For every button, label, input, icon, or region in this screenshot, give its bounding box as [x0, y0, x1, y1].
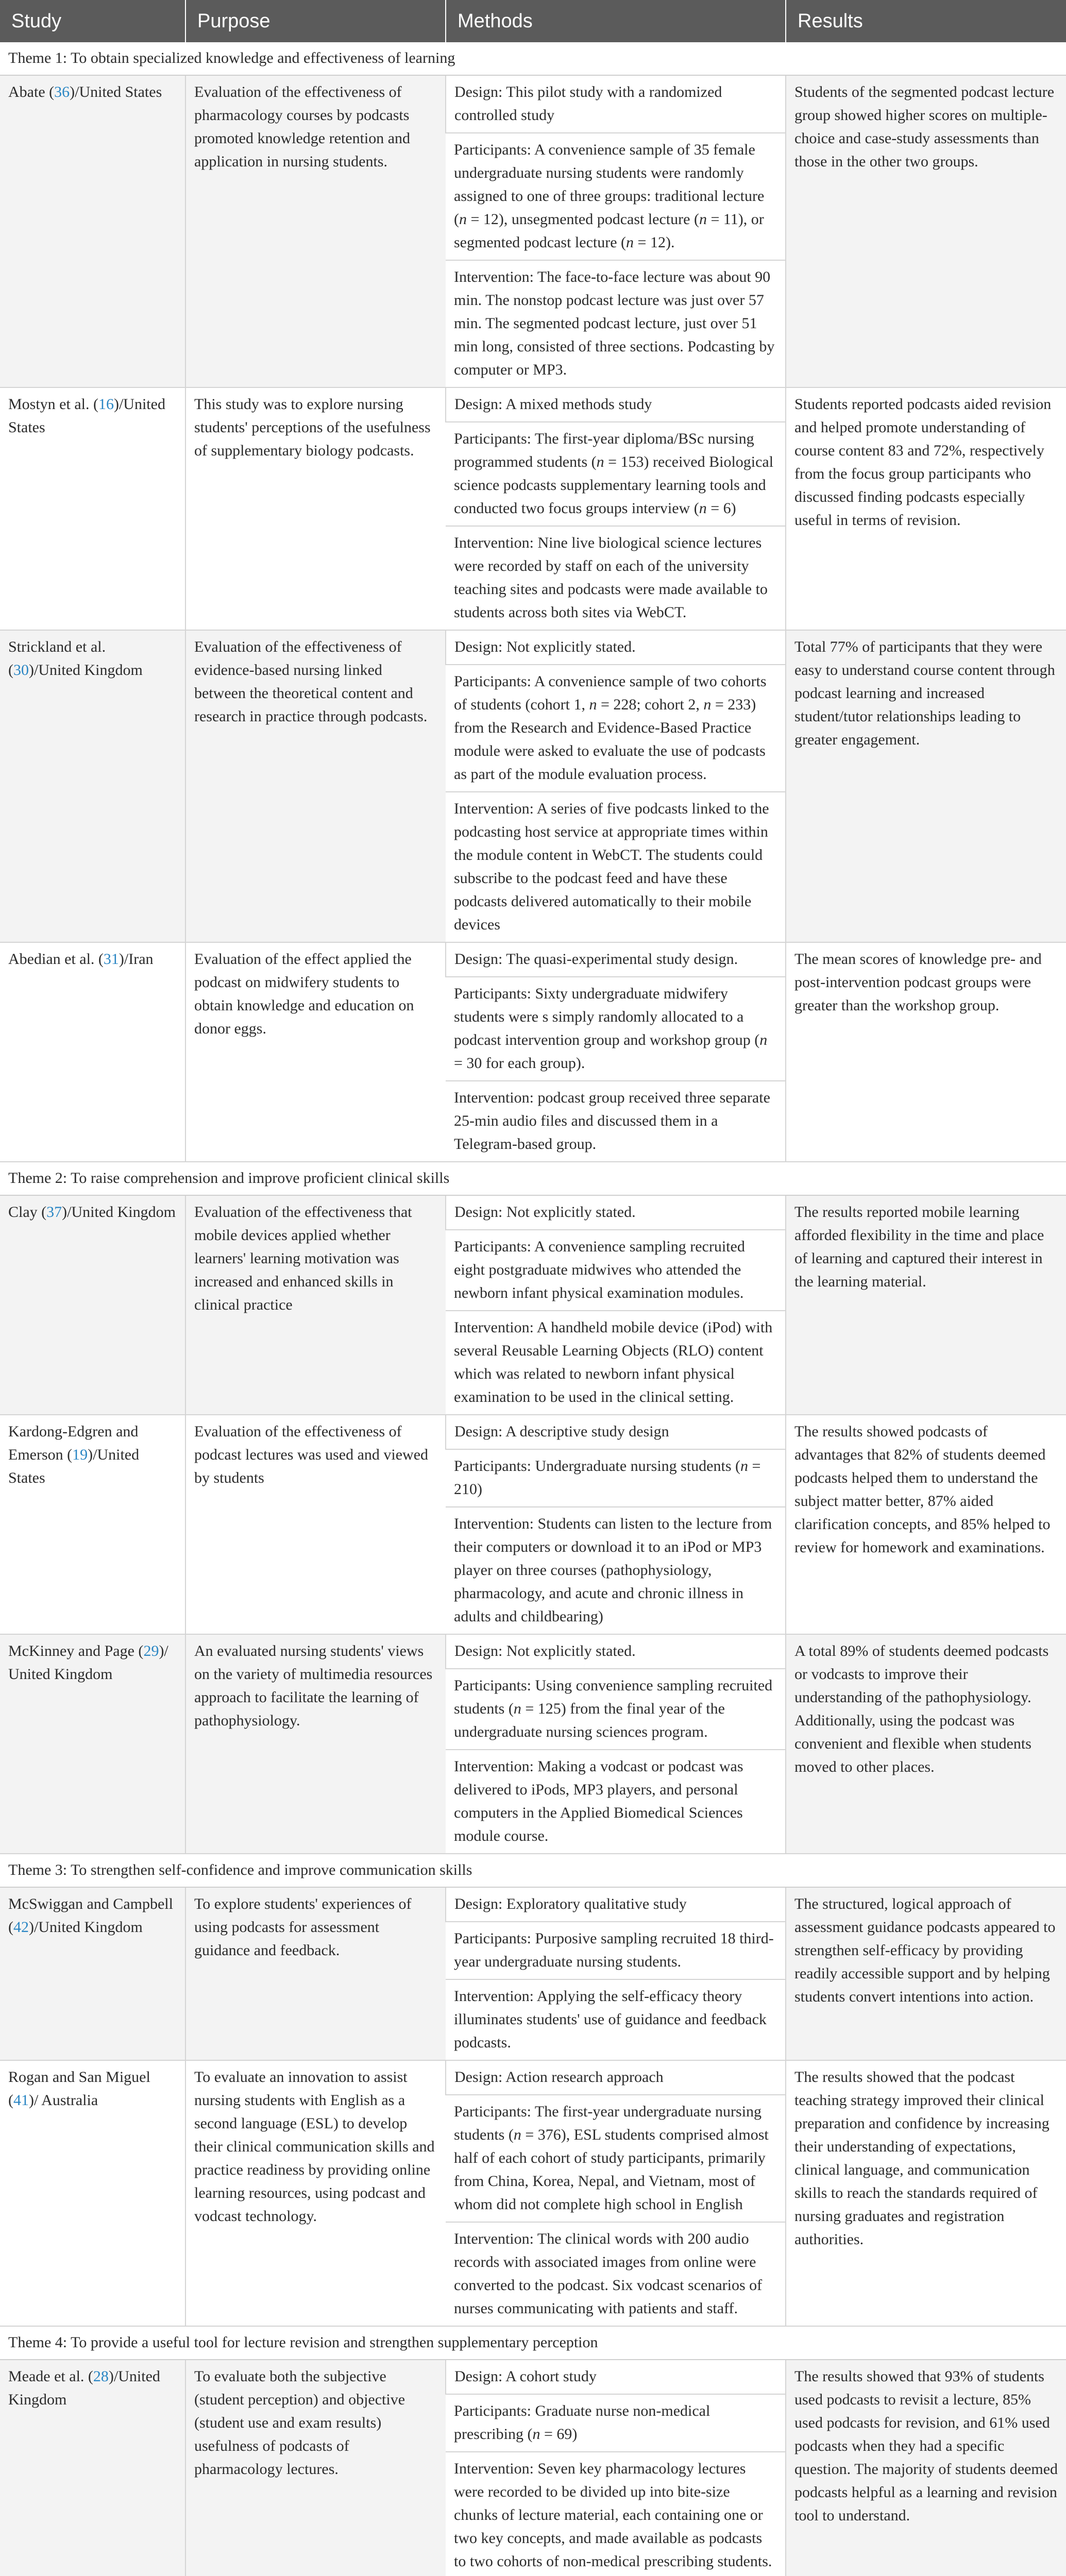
participants-cell: Participants: A convenience sample of two cohorts of students (cohort 1, n = 228; cohort 2, n = 233) from the Research and Evidence-Based Practice module were asked to evaluate the use of podcasts as part of the module evaluation process.	[446, 665, 786, 792]
design-cell: Design: This pilot study with a randomized controlled study	[446, 75, 786, 133]
results-cell: The results showed that 93% of students used podcasts to revisit a lecture, 85% used podcasts for revision, and 61% used podcasts when they had a specific question. The majority of students deemed podcasts helpful as a learning and revision tool to understand.	[786, 2360, 1066, 2576]
purpose-cell: To evaluate both the subjective (student perception) and objective (student use and exam results) usefulness of podcasts of pharmacology lectures.	[185, 2360, 446, 2576]
results-cell: A total 89% of students deemed podcasts or vodcasts to improve their understanding of the pathophysiology. Additionally, using the podcast was convenient and flexible when students moved to other places.	[786, 1634, 1066, 1854]
reference-link[interactable]: 37	[46, 1204, 62, 1221]
study-cell: Abedian et al. (31)/Iran	[0, 942, 185, 1162]
results-cell: The results showed that the podcast teaching strategy improved their clinical preparation and confidence by increasing their understanding of expectations, clinical language, and communication skills to reach the standards required of nursing graduates and registration authorities.	[786, 2060, 1066, 2326]
design-cell: Design: A descriptive study design	[446, 1415, 786, 1449]
results-cell: The mean scores of knowledge pre- and post-intervention podcast groups were greater than the workshop group.	[786, 942, 1066, 1162]
purpose-cell: To evaluate an innovation to assist nursing students with English as a second language (ESL) to develop their clinical communication skills and practice readiness by providing online learning resources, using podcast and vodcast technology.	[185, 2060, 446, 2326]
purpose-cell: An evaluated nursing students' views on the variety of multimedia resources approach to facilitate the learning of pathophysiology.	[185, 1634, 446, 1854]
design-cell: Design: Not explicitly stated.	[446, 1195, 786, 1230]
intervention-cell: Intervention: podcast group received three separate 25-min audio files and discussed them in a Telegram-based group.	[446, 1081, 786, 1162]
intervention-cell: Intervention: Seven key pharmacology lectures were recorded to be divided up into bite-size chunks of lecture material, each containing one or two key concepts, and made available as podcasts to two cohorts of non-medical prescribing students.	[446, 2452, 786, 2576]
design-cell: Design: The quasi-experimental study design.	[446, 942, 786, 977]
participants-cell: Participants: The first-year undergraduate nursing students (n = 376), ESL students comprised almost half of each cohort of study participants, primarily from China, Korea, Nepal, and Vietnam, most of whom did not complete high school in English	[446, 2095, 786, 2222]
theme-1-title: Theme 1: To obtain specialized knowledge and effectiveness of learning	[0, 42, 1066, 75]
design-cell: Design: Not explicitly stated.	[446, 630, 786, 665]
intervention-cell: Intervention: Students can listen to the lecture from their computers or download it to an iPod or MP3 player on three courses (pathophysiology, pharmacology, and acute and chronic illness in adults and childbearing)	[446, 1507, 786, 1634]
study-cell: Clay (37)/United Kingdom	[0, 1195, 185, 1415]
purpose-cell: Evaluation of the effectiveness of pharmacology courses by podcasts promoted knowledge retention and application in nursing students.	[185, 75, 446, 387]
results-cell: Students reported podcasts aided revision and helped promote understanding of course content 83 and 72%, respectively from the focus group participants who discussed finding podcasts especially useful in terms of revision.	[786, 387, 1066, 630]
intervention-cell: Intervention: Applying the self-efficacy theory illuminates students' use of guidance and feedback podcasts.	[446, 1979, 786, 2060]
results-cell: The structured, logical approach of assessment guidance podcasts appeared to strengthen self-efficacy by providing readily accessible support and by helping students convert intentions into action.	[786, 1887, 1066, 2060]
participants-cell: Participants: A convenience sample of 35 female undergraduate nursing students were randomly assigned to one of three groups: traditional lecture (n = 12), unsegmented podcast lecture (n = 11), or segmented podcast lecture (n = 12).	[446, 133, 786, 260]
study-cell: Abate (36)/United States	[0, 75, 185, 387]
participants-cell: Participants: Sixty undergraduate midwifery students were s simply randomly allocated to a podcast intervention group and workshop group (n = 30 for each group).	[446, 977, 786, 1081]
study-row-abedian	[0, 942, 1066, 977]
participants-cell: Participants: Undergraduate nursing students (n = 210)	[446, 1449, 786, 1507]
purpose-cell: This study was to explore nursing students' perceptions of the usefulness of supplementary biology podcasts.	[185, 387, 446, 630]
study-row-strickland	[0, 630, 1066, 665]
study-row-mostyn	[0, 387, 1066, 422]
header-purpose: Purpose	[185, 0, 446, 42]
study-row-kardong	[0, 1415, 1066, 1449]
design-cell: Design: Not explicitly stated.	[446, 1634, 786, 1669]
theme-row	[0, 1162, 1066, 1195]
purpose-cell: Evaluation of the effectiveness that mobile devices applied whether learners' learning motivation was increased and enhanced skills in clinical practice	[185, 1195, 446, 1415]
intervention-cell: Intervention: Nine live biological science lectures were recorded by staff on each of the university teaching sites and podcasts were made available to students across both sites via WebCT.	[446, 526, 786, 630]
design-cell: Design: Action research approach	[446, 2060, 786, 2095]
study-row-mcswiggan	[0, 1887, 1066, 1922]
study-cell: Strickland et al. (30)/United Kingdom	[0, 630, 185, 942]
theme-row	[0, 2326, 1066, 2360]
theme-row	[0, 42, 1066, 75]
study-row-abate	[0, 75, 1066, 133]
participants-cell: Participants: Using convenience sampling recruited students (n = 125) from the final year of the undergraduate nursing sciences program.	[446, 1669, 786, 1750]
intervention-cell: Intervention: A series of five podcasts linked to the podcasting host service at appropriate times within the module content in WebCT. The students could subscribe to the podcast feed and have these podcasts delivered automatically to their mobile devices	[446, 792, 786, 942]
participants-cell: Participants: The first-year diploma/BSc nursing programmed students (n = 153) received Biological science podcasts supplementary learning tools and conducted two focus groups interview (n = 6)	[446, 422, 786, 526]
header-methods: Methods	[446, 0, 786, 42]
reference-link[interactable]: 31	[103, 951, 119, 968]
purpose-cell: Evaluation of the effectiveness of evidence-based nursing linked between the theoretical content and research in practice through podcasts.	[185, 630, 446, 942]
theme-row	[0, 1854, 1066, 1887]
reference-link[interactable]: 30	[13, 662, 29, 679]
study-cell: Mostyn et al. (16)/United States	[0, 387, 185, 630]
reference-link[interactable]: 41	[13, 2092, 29, 2109]
theme-4-title: Theme 4: To provide a useful tool for lecture revision and strengthen supplementary perception	[0, 2326, 1066, 2360]
study-row-clay	[0, 1195, 1066, 1230]
purpose-cell: Evaluation of the effectiveness of podcast lectures was used and viewed by students	[185, 1415, 446, 1634]
study-cell: Kardong-Edgren and Emerson (19)/United States	[0, 1415, 185, 1634]
reference-link[interactable]: 28	[93, 2368, 109, 2385]
results-cell: The results reported mobile learning afforded flexibility in the time and place of learning and captured their interest in the learning material.	[786, 1195, 1066, 1415]
reference-link[interactable]: 19	[72, 1446, 88, 1463]
intervention-cell: Intervention: A handheld mobile device (iPod) with several Reusable Learning Objects (RLO) content which was related to newborn infant physical examination to be used in the clinical setting.	[446, 1311, 786, 1415]
theme-2-title: Theme 2: To raise comprehension and improve proficient clinical skills	[0, 1162, 1066, 1195]
design-cell: Design: Exploratory qualitative study	[446, 1887, 786, 1922]
study-row-rogan	[0, 2060, 1066, 2095]
purpose-cell: To explore students' experiences of using podcasts for assessment guidance and feedback.	[185, 1887, 446, 2060]
header-study: Study	[0, 0, 185, 42]
results-cell: Total 77% of participants that they were easy to understand course content through podcast learning and increased student/tutor relationships leading to greater engagement.	[786, 630, 1066, 942]
participants-cell: Participants: Graduate nurse non-medical prescribing (n = 69)	[446, 2394, 786, 2452]
reference-link[interactable]: 29	[143, 1642, 159, 1659]
header-results: Results	[786, 0, 1066, 42]
header-row	[0, 0, 1066, 42]
reference-link[interactable]: 36	[54, 83, 70, 100]
intervention-cell: Intervention: The face-to-face lecture was about 90 min. The nonstop podcast lecture was just over 57 min. The segmented podcast lecture, just over 51 min long, consisted of three sections. Podcasting by computer or MP3.	[446, 260, 786, 387]
reference-link[interactable]: 16	[98, 396, 114, 413]
theme-3-title: Theme 3: To strengthen self-confidence and improve communication skills	[0, 1854, 1066, 1887]
results-cell: The results showed podcasts of advantages that 82% of students deemed podcasts helped them to understand the subject matter better, 87% aided clarification concepts, and 85% helped to review for homework and examinations.	[786, 1415, 1066, 1634]
participants-cell: Participants: A convenience sampling recruited eight postgraduate midwives who attended the newborn infant physical examination modules.	[446, 1230, 786, 1311]
design-cell: Design: A cohort study	[446, 2360, 786, 2394]
study-row-mckinney	[0, 1634, 1066, 1669]
results-cell: Students of the segmented podcast lecture group showed higher scores on multiple-choice and case-study assessments than those in the other two groups.	[786, 75, 1066, 387]
design-cell: Design: A mixed methods study	[446, 387, 786, 422]
reference-link[interactable]: 42	[13, 1919, 29, 1936]
study-cell: Meade et al. (28)/United Kingdom	[0, 2360, 185, 2576]
participants-cell: Participants: Purposive sampling recruited 18 third-year undergraduate nursing students.	[446, 1922, 786, 1979]
study-cell: McSwiggan and Campbell (42)/United Kingdom	[0, 1887, 185, 2060]
purpose-cell: Evaluation of the effect applied the podcast on midwifery students to obtain knowledge and education on donor eggs.	[185, 942, 446, 1162]
study-row-meade	[0, 2360, 1066, 2394]
study-cell: Rogan and San Miguel (41)/ Australia	[0, 2060, 185, 2326]
study-cell: McKinney and Page (29)/ United Kingdom	[0, 1634, 185, 1854]
intervention-cell: Intervention: The clinical words with 200 audio records with associated images from online were converted to the podcast. Six vodcast scenarios of nurses communicating with patients and staff.	[446, 2222, 786, 2326]
intervention-cell: Intervention: Making a vodcast or podcast was delivered to iPods, MP3 players, and personal computers in the Applied Biomedical Sciences module course.	[446, 1750, 786, 1854]
